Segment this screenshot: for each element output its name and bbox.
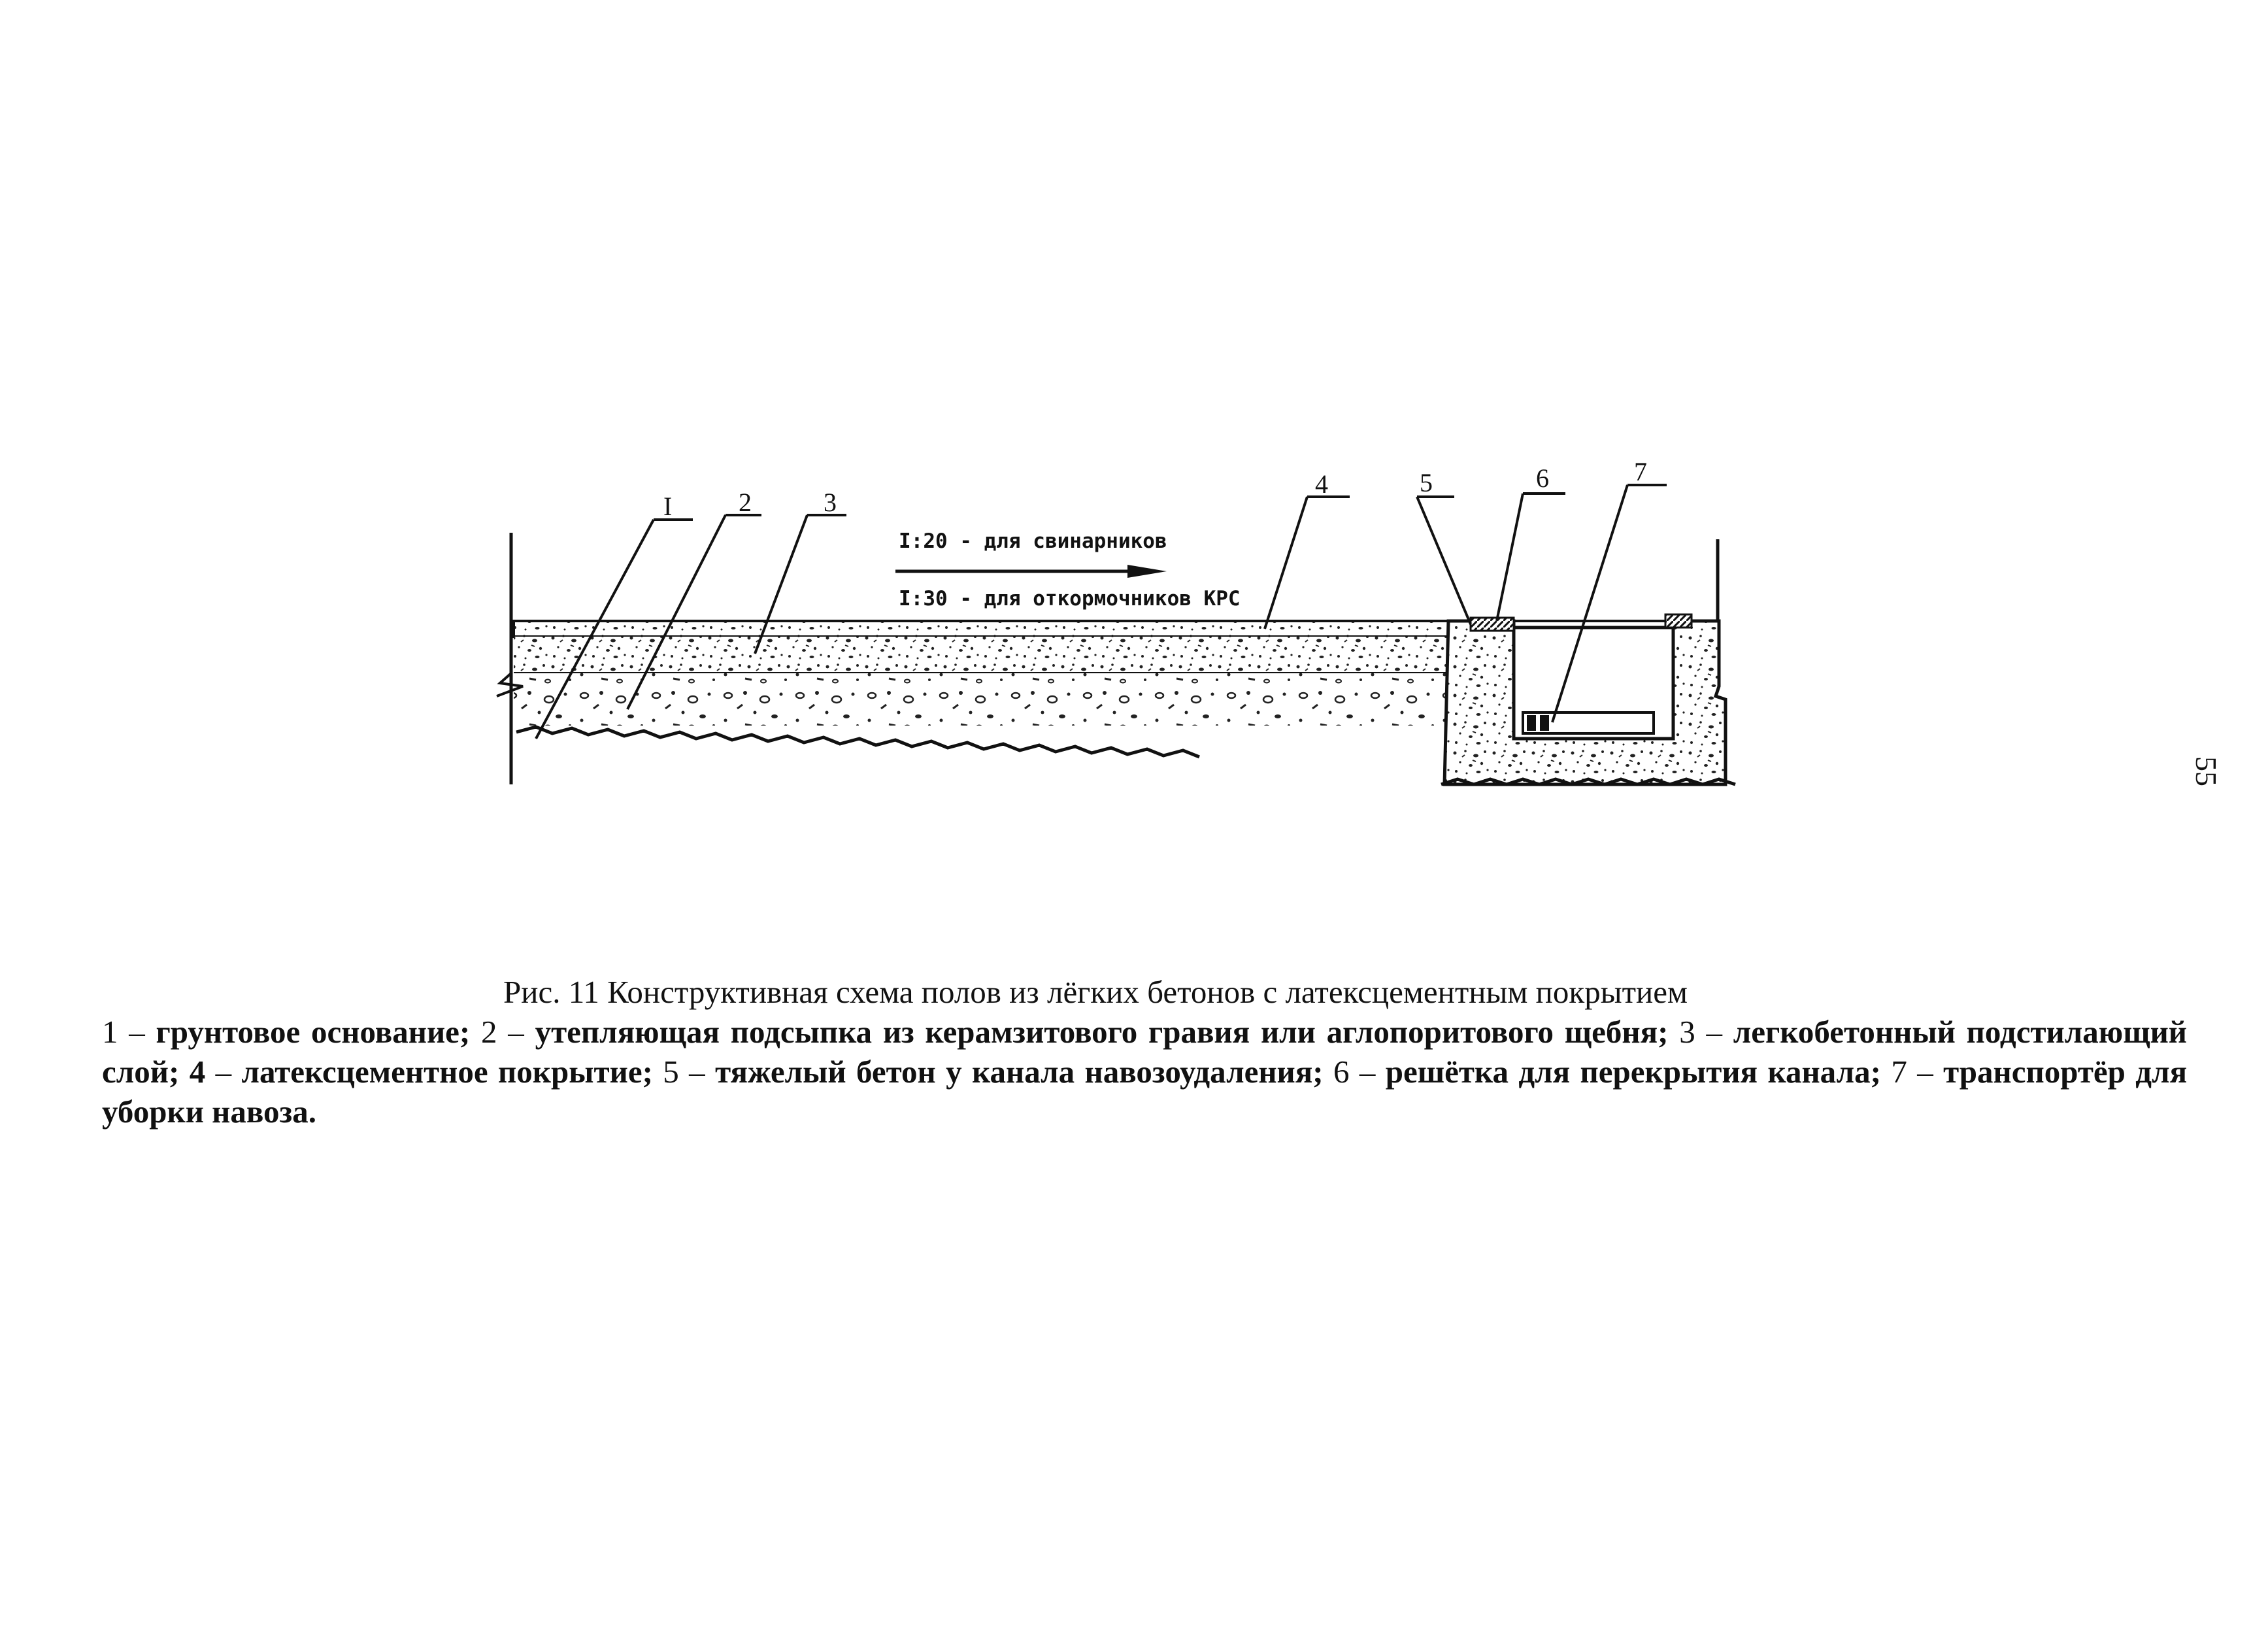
legend-item-7: 7 – транспортёр для уборки навоза.	[102, 1054, 2188, 1130]
figure-number: 11	[568, 974, 599, 1010]
latex-cement-coating	[514, 621, 1448, 637]
legend-item-2: 2 – утепляющая подсыпка из керамзитового гравия или аглопоритового щебня;	[481, 1014, 1669, 1050]
callout-5	[1417, 468, 1471, 624]
svg-text:I: I	[663, 492, 673, 521]
svg-text:5: 5	[1420, 468, 1433, 497]
ground-base	[516, 727, 1199, 757]
legend-item-4: 4 – латексцементное покрытие;	[189, 1054, 653, 1090]
figure-legend	[102, 1012, 2187, 1131]
grating-left	[1471, 618, 1514, 631]
slope-label-cattle: I:30 - для откормочников КРС	[899, 587, 1241, 611]
svg-text:4: 4	[1315, 469, 1328, 499]
svg-text:7: 7	[1634, 457, 1647, 486]
callout-4	[1265, 469, 1350, 629]
callout-6	[1497, 463, 1565, 621]
svg-text:6: 6	[1536, 463, 1549, 493]
legend-item-3: 3 – легкобетонный подстилающий слой;	[102, 1014, 2188, 1090]
svg-text:2: 2	[739, 488, 752, 517]
insulating-fill-layer	[514, 673, 1448, 726]
legend-item-5: 5 – тяжелый бетон у канала навозоудаления;	[663, 1054, 1324, 1090]
caption-prefix: Рис.	[503, 974, 561, 1010]
caption-title-text: Конструктивная схема полов из лёгких бетонов с латексцементным покрытием	[607, 974, 1688, 1010]
legend-item-1: 1 – грунтовое основание;	[102, 1014, 471, 1050]
legend-item-6: 6 – решётка для перекрытия канала;	[1333, 1054, 1881, 1090]
page-number: 55	[2190, 756, 2223, 786]
figure-caption	[503, 973, 1810, 1012]
slope-label-pigs: I:20 - для свинарников	[899, 529, 1167, 553]
grating-right	[1665, 614, 1692, 628]
svg-text:3: 3	[824, 488, 837, 517]
